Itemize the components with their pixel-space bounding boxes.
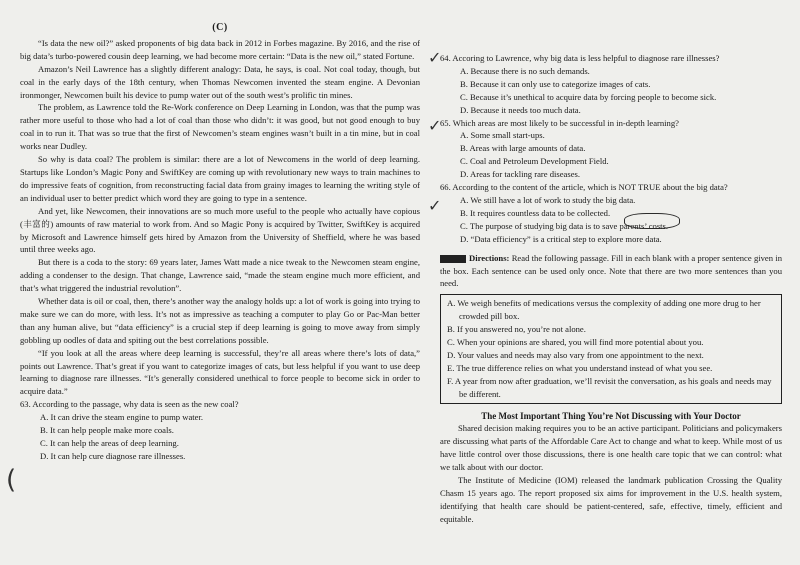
question-65 <box>440 117 782 182</box>
directions-text: Read the following passage. Fill in each blank with a proper sentence given in the box. Each sentence can be used only once. Note that there are two more sentences than you need. <box>440 252 783 289</box>
question-63-option-b[interactable]: B. It can help people make more coals. <box>40 425 174 436</box>
box-item-f: F. A year from now after graduation, we’ll revisit the conversation, as his goals and needs may be different. <box>447 375 772 399</box>
left-column <box>20 0 420 463</box>
directions-label: Directions: <box>469 252 510 263</box>
passage-title: The Most Important Thing You’re Not Discussing with Your Doctor <box>481 410 741 421</box>
pen-bracket-mark-63: ( <box>6 465 17 495</box>
question-64-option-a[interactable]: A. Because there is no such demands. <box>460 65 590 76</box>
question-64-stem: 64. Accoring to Lawrence, why big data is less helpful to diagnose rare illnesses? <box>440 53 720 63</box>
question-65-option-d[interactable]: D. Areas for tackling rare diseases. <box>460 169 581 180</box>
question-66 <box>440 181 782 246</box>
pen-tick-mark-66: ✓ <box>428 196 442 215</box>
question-63-option-a[interactable]: A. It can drive the steam engine to pump water. <box>40 412 203 423</box>
question-64 <box>440 52 782 117</box>
paragraph-4: So why is data coal? The problem is similar: there are a lot of Newcomens in the world of deep learning. Startups like London’s Magic Pony and SwiftKey are coming up with revolutionary new ways to train machines to do impressive feats of cognition, from reconstructing facial data from grainy images to learning the writing style of an individual user to better predict which word they are going to type in a sentence. <box>20 154 420 203</box>
question-66-option-c[interactable]: C. The purpose of studying big data is to save parents’ costs. <box>460 220 669 231</box>
right-column <box>440 52 782 526</box>
paragraph-2: Amazon’s Neil Lawrence has a slightly different analogy: Data, he says, is coal. Not coal today, though, but coal in the early days of the 18th century, when Thomas Newcomen invented the steam engine. A Devonian ironmonger, Newcomen built his device to pump water out of the south west’s prolific tin mines. <box>20 63 420 100</box>
directions <box>440 252 782 291</box>
question-66-option-a[interactable]: A. We still have a lot of work to study the big data. <box>460 194 636 205</box>
question-64-option-b[interactable]: B. Because it can only use to categorize images of cats. <box>460 78 651 89</box>
pen-tick-mark-65: ✓ <box>428 116 442 135</box>
question-66-option-d[interactable]: D. “Data efficiency” is a critical step to explore more data. <box>460 233 662 244</box>
box-item-d: D. Your values and needs may also vary from one appointment to the next. <box>447 349 704 360</box>
question-64-option-c[interactable]: C. Because it’s unethical to acquire data by forcing people to become sick. <box>460 91 717 102</box>
sentence-box <box>440 294 782 403</box>
section-label-block <box>440 255 466 263</box>
passage-paragraph-2: The Institute of Medicine (IOM) released the landmark publication Crossing the Quality Chasm 15 years ago. The report proposed six aims for improvement in the U.S. health system, identifying that health care should be patient-centered, safe, effective, timely, efficient and equitable. <box>440 475 782 524</box>
pen-tick-mark-64: ✓ <box>428 48 442 67</box>
question-65-option-a[interactable]: A. Some small start-ups. <box>460 130 545 141</box>
pen-circle-not-true <box>624 213 680 229</box>
box-item-e: E. The true difference relies on what you understand instead of what you see. <box>447 362 713 373</box>
question-63-option-c[interactable]: C. It can help the areas of deep learning. <box>40 438 179 448</box>
box-item-b: B. If you answered no, you’re not alone. <box>447 324 586 335</box>
question-65-option-b[interactable]: B. Areas with large amounts of data. <box>460 143 586 154</box>
box-item-c: C. When your opinions are shared, you will find more potential about you. <box>447 337 704 348</box>
question-63 <box>20 398 420 463</box>
question-65-option-c[interactable]: C. Coal and Petroleum Development Field. <box>460 156 609 167</box>
question-63-option-d[interactable]: D. It can help cure diagnose rare illnesses. <box>40 450 186 461</box>
paragraph-6: But there is a coda to the story: 69 years later, James Watt made a nice tweak to the Newcomen steam engine, adding a condenser to the design. That change, Lawrence said, “made the steam engine much more efficient, and that’s what triggered the industrial revolution”. <box>20 257 420 294</box>
question-66-stem: 66. According to the content of the article, which is NOT TRUE about the big data? <box>440 182 728 193</box>
box-item-a: A. We weigh benefits of medications versus the complexity of adding one more drug to her crowded pill box. <box>447 298 761 322</box>
paragraph-7: Whether data is oil or coal, then, there’s another way the analogy holds up: a lot of work is going into trying to make sure we can do more, with less. It’s not as impressive as teaching a computer to play Go or Pac-Man better than any human alive, but “data efficiency” is a crucial step if deep learning is going to move away from simply gobbling up oodles of data and spiting out the best correlations possible. <box>20 296 420 345</box>
question-66-option-b[interactable]: B. It requires countless data to be collected. <box>460 207 611 218</box>
paragraph-8: “If you look at all the areas where deep learning is successful, they’re all areas where there’s lots of data,” points out Lawrence. That’s great if you want to categorize images of cats, but less helpful if you want to use deep learning to diagnose rare illnesses. “It’s generally considered unethical to force people to become sick in order to acquire data.” <box>20 347 420 397</box>
question-63-stem: 63. According to the passage, why data is seen as the new coal? <box>20 399 239 410</box>
question-64-option-d[interactable]: D. Because it needs too much data. <box>460 104 581 115</box>
paragraph-1: “Is data the new oil?” asked proponents of big data back in 2012 in Forbes magazine. By 2016, and the rise of big data’s turbo-powered cousin deep learning, we had become more certain: “Data is the new oil,” stated Fortune. <box>20 37 420 61</box>
passage-paragraph-1: Shared decision making requires you to be an active participant. Politicians and policymakers are discussing what parts of the Affordable Care Act to change and what to keep. While most of us have little control over those discussions, there is one health care topic that we can control: what we talk about with our doctor. <box>440 423 782 473</box>
question-65-stem: 65. Which areas are most likely to be successful in in-depth learning? <box>440 117 679 128</box>
paragraph-5: And yet, like Newcomen, their innovations are so much more useful to the people who actually have copious (丰富的) amounts of raw material to work from. And so Magic Pony is acquired by Twitter, SwiftKey is acquired by Microsoft and Lawrence himself gets hired by Amazon from the University of Sheffield, where he was based until three weeks ago. <box>20 205 420 255</box>
paragraph-3: The problem, as Lawrence told the Re-Work conference on Deep Learning in London, was that the pump was rather more useful to those who had a lot of coal than those who didn’t: it was good, but not good enough to buy coal in to run it. That was so true that the first of Newcomen’s steam engines wasn’t built in a tin mine, but in coal works near Dudley. <box>20 102 420 152</box>
section-title: (C) <box>212 22 228 33</box>
